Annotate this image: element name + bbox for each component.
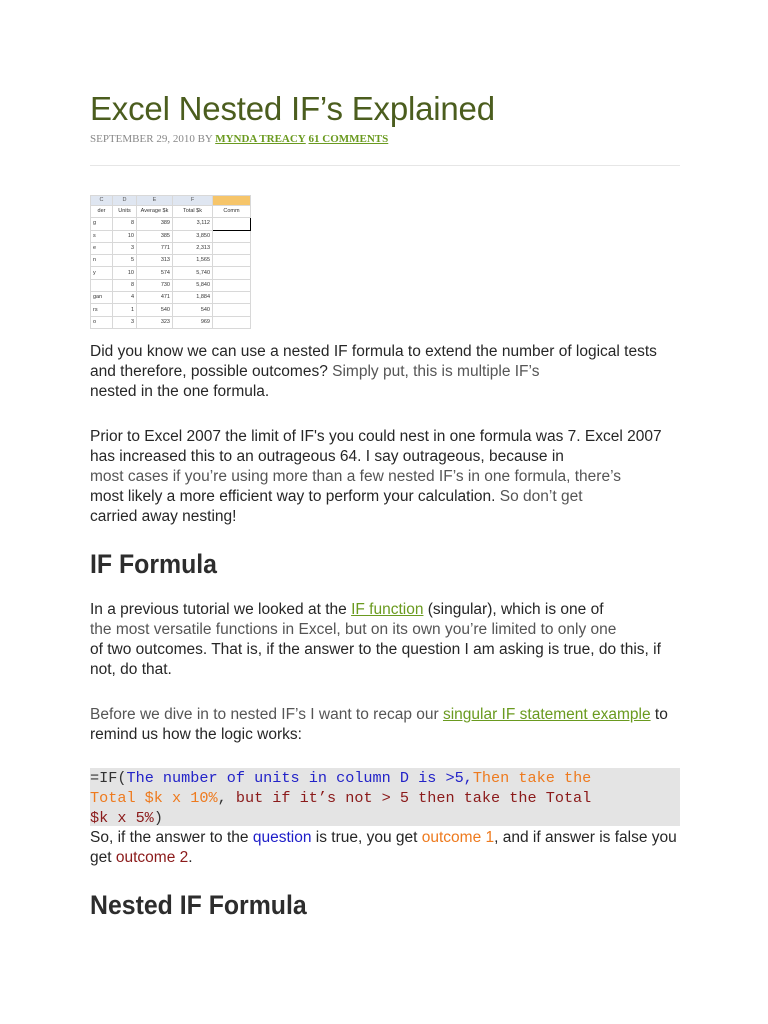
spreadsheet-cell: 5,740 (173, 267, 213, 279)
outcome-1-word: outcome 1 (421, 829, 495, 846)
text: In a previous tutorial we looked at the (90, 601, 352, 618)
column-names-row (91, 206, 251, 218)
spreadsheet-cell (213, 292, 251, 304)
code-line-1 (90, 768, 680, 788)
spreadsheet-cell: 471 (137, 292, 173, 304)
spreadsheet-cell: 4 (113, 292, 137, 304)
spreadsheet-row (91, 316, 251, 328)
spreadsheet-row (91, 230, 251, 242)
text: most likely a more efficient way to perform your calculation. (90, 488, 496, 505)
spreadsheet-cell: 385 (137, 230, 173, 242)
code-outcome-1: Then take the (472, 769, 592, 787)
code-outcome-2: $k x 5% (90, 809, 154, 827)
code-line-2 (90, 788, 680, 808)
spreadsheet-cell (213, 255, 251, 267)
spreadsheet-cell (213, 279, 251, 291)
spreadsheet-cell: 771 (137, 242, 173, 254)
text: is true, you get (311, 829, 422, 846)
spreadsheet-body (91, 218, 251, 329)
spreadsheet-cell: 2,313 (173, 242, 213, 254)
post-date: SEPTEMBER 29, 2010 (90, 133, 195, 145)
spreadsheet-cell: 389 (137, 218, 173, 230)
col-letter: C (91, 196, 113, 206)
intro-paragraph-1 (90, 342, 680, 402)
col-letter: E (137, 196, 173, 206)
spreadsheet-row (91, 304, 251, 316)
spreadsheet-cell: rs (91, 304, 113, 316)
spreadsheet-cell: 3 (113, 242, 137, 254)
spreadsheet-cell: 10 (113, 230, 137, 242)
col-name: Comm (213, 206, 251, 218)
spreadsheet-cell: y (91, 267, 113, 279)
spreadsheet-cell: 313 (137, 255, 173, 267)
article-title: Excel Nested IF’s Explained (90, 90, 495, 127)
spreadsheet-cell: o (91, 316, 113, 328)
heading-nested-if-formula: Nested IF Formula (90, 890, 307, 920)
spreadsheet-cell: 10 (113, 267, 137, 279)
text: of two outcomes. That is, if the answer to the question I am asking is true, do this, if not, do that. (90, 641, 661, 678)
spreadsheet-cell (213, 267, 251, 279)
spreadsheet-cell (213, 218, 251, 230)
spreadsheet-cell: e (91, 242, 113, 254)
code-outcome-1: Total $k x 10% (90, 789, 218, 807)
author-link[interactable]: MYNDA TREACY (215, 133, 306, 145)
spreadsheet-row (91, 218, 251, 230)
article-meta (90, 133, 388, 145)
spreadsheet-cell (213, 304, 251, 316)
col-name: Units (113, 206, 137, 218)
spreadsheet-cell: 323 (137, 316, 173, 328)
spreadsheet-cell: 1,565 (173, 255, 213, 267)
col-name: Average $k (137, 206, 173, 218)
by-label: BY (194, 133, 216, 145)
spreadsheet-cell: 969 (173, 316, 213, 328)
col-letter (213, 196, 251, 206)
spreadsheet-cell (91, 279, 113, 291)
spreadsheet-cell: 540 (137, 304, 173, 316)
spreadsheet-cell: 730 (137, 279, 173, 291)
spreadsheet-cell: 1,884 (173, 292, 213, 304)
text: carried away nesting! (90, 508, 237, 525)
text: So don’t get (495, 488, 583, 505)
code-text: ) (153, 809, 163, 827)
col-name: der (91, 206, 113, 218)
text: . (188, 849, 193, 866)
code-line-3 (90, 808, 680, 828)
spreadsheet-cell: 5,840 (173, 279, 213, 291)
code-block (90, 768, 680, 826)
question-word: question (252, 829, 312, 846)
text: Before we dive in to nested IF’s I want to recap our (90, 706, 443, 723)
text: So, if the answer to the (90, 829, 253, 846)
heading-if-formula: IF Formula (90, 549, 217, 579)
spreadsheet-cell: 3,850 (173, 230, 213, 242)
singular-if-example-link[interactable]: singular IF statement example (442, 706, 651, 723)
spreadsheet-row (91, 267, 251, 279)
code-question: The number of units in column D is >5, (126, 769, 473, 787)
spreadsheet-cell (213, 242, 251, 254)
outcome-2-word: outcome 2 (115, 849, 189, 866)
spreadsheet-row (91, 279, 251, 291)
spreadsheet-cell: n (91, 255, 113, 267)
intro-paragraph-2 (90, 427, 680, 527)
explain-paragraph (90, 828, 680, 868)
spreadsheet-cell: 8 (113, 279, 137, 291)
col-letter: F (173, 196, 213, 206)
text: to remind us how the logic works: (90, 706, 668, 743)
text: , and if answer is false you get (90, 829, 677, 866)
comments-link[interactable]: 61 COMMENTS (308, 133, 389, 145)
spreadsheet-row (91, 292, 251, 304)
code-text: , (217, 789, 236, 807)
text: (singular), which is one of (423, 601, 604, 618)
spreadsheet-cell: s (91, 230, 113, 242)
spreadsheet-cell: gan (91, 292, 113, 304)
if-function-link[interactable]: IF function (351, 601, 424, 618)
text: Simply put, this is multiple IF’s (327, 363, 540, 380)
spreadsheet-cell: 5 (113, 255, 137, 267)
col-name: Total $k (173, 206, 213, 218)
if-paragraph-2 (90, 705, 680, 745)
spreadsheet-row (91, 255, 251, 267)
text: nested in the one formula. (90, 383, 270, 400)
spreadsheet-cell: 574 (137, 267, 173, 279)
spreadsheet-cell: 3 (113, 316, 137, 328)
spreadsheet-cell: 1 (113, 304, 137, 316)
spreadsheet-table (90, 195, 251, 329)
spreadsheet-cell: 8 (113, 218, 137, 230)
spreadsheet-image (90, 195, 240, 343)
text: most cases if you’re using more than a few nested IF’s in one formula, there’s (90, 468, 621, 485)
text: the most versatile functions in Excel, but on its own you’re limited to only one (90, 621, 617, 638)
text: Prior to Excel 2007 the limit of IF's you could nest in one formula was 7. Excel 2007 has increased this to an outrageous 64. I say outrageous, because in (90, 428, 662, 465)
col-letter: D (113, 196, 137, 206)
code-text: =IF( (90, 769, 127, 787)
spreadsheet-row (91, 242, 251, 254)
spreadsheet-cell (213, 316, 251, 328)
if-paragraph-1 (90, 600, 680, 680)
spreadsheet-cell (213, 230, 251, 242)
spreadsheet-cell: g (91, 218, 113, 230)
spreadsheet-cell: 3,112 (173, 218, 213, 230)
column-letters-row (91, 196, 251, 206)
spreadsheet-cell: 540 (173, 304, 213, 316)
divider (90, 165, 680, 166)
text: Did you know we can use a nested IF formula to extend the number of logical tests and therefore, possible outcomes? (90, 343, 657, 380)
code-outcome-2: but if it’s not > 5 then take the Total (235, 789, 592, 807)
